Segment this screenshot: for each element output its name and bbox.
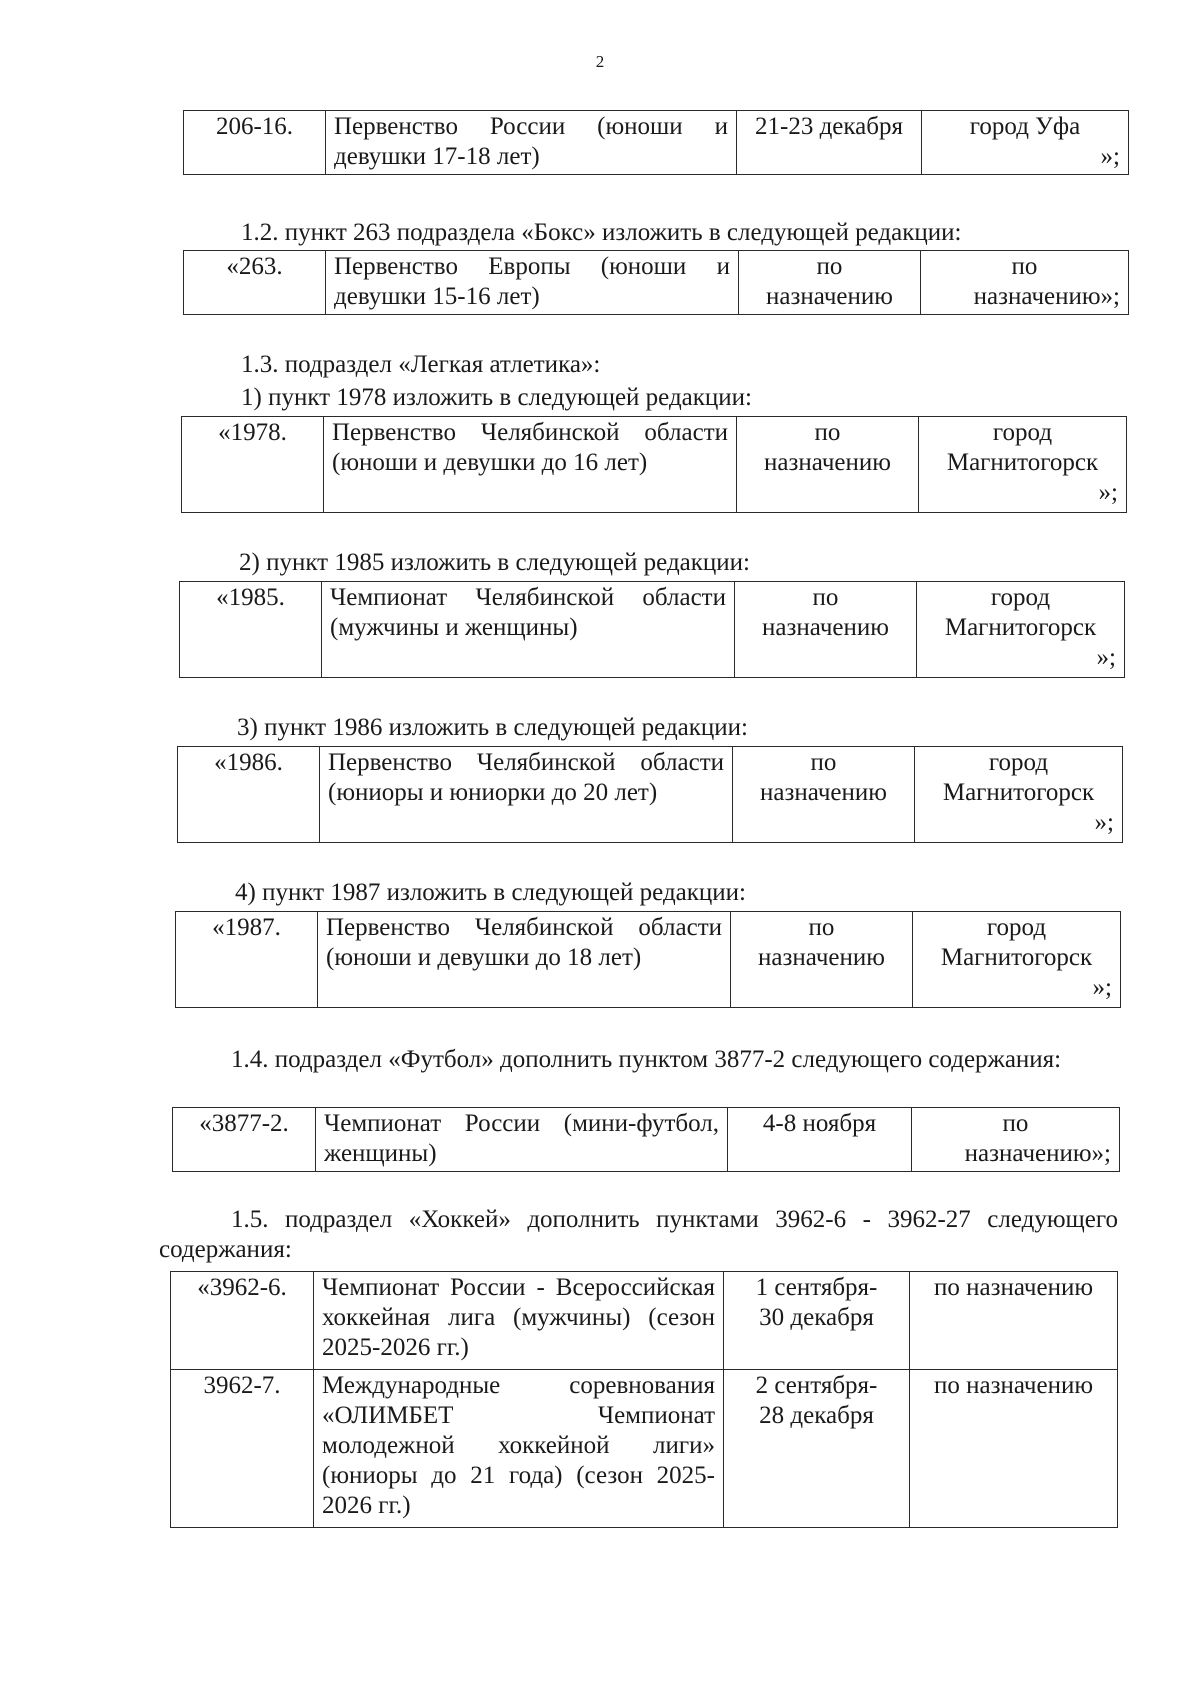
date-line: по xyxy=(816,253,843,280)
item-number: «1985. xyxy=(180,582,322,678)
item-number: 206-16. xyxy=(184,111,326,175)
table-row xyxy=(184,111,1129,175)
place-line: город xyxy=(992,419,1053,446)
table-row xyxy=(182,417,1127,513)
date-line: 1 сентября- xyxy=(755,1274,878,1301)
section-1-4-heading: 1.4. подраздел «Футбол» дополнить пунктом 3877-2 следующего содержания: xyxy=(231,1046,1062,1073)
date-line: по xyxy=(808,914,835,941)
table-row xyxy=(184,251,1129,315)
date-line: назначению xyxy=(760,779,887,806)
competition-date: 4-8 ноября xyxy=(728,1108,912,1172)
competition-date xyxy=(737,417,919,513)
competition-place xyxy=(922,111,1129,175)
competition-name: Международные соревнования «ОЛИМБЕТ Чемпионат молодежной хоккейной лиги» (юниоры до 21 года) (сезон 2025-2026 гг.) xyxy=(314,1370,724,1528)
table-1987 xyxy=(175,911,1121,1008)
place-text: город Уфа xyxy=(969,113,1081,140)
item-1985-instruction: 2) пункт 1985 изложить в следующей редакции: xyxy=(239,549,750,576)
date-line: назначению xyxy=(758,944,885,971)
table-hockey xyxy=(170,1271,1118,1528)
closing-quote: »; xyxy=(1100,143,1120,170)
place-line: Магнитогорск xyxy=(946,449,1099,476)
date-line: по xyxy=(812,584,839,611)
competition-date xyxy=(735,582,917,678)
place-line: город xyxy=(988,749,1049,776)
competition-place xyxy=(921,251,1129,315)
date-line: 28 декабря xyxy=(759,1402,874,1429)
date-line: назначению xyxy=(762,614,889,641)
date-line: по xyxy=(810,749,837,776)
place-line: назначению»; xyxy=(973,283,1120,310)
closing-quote: »; xyxy=(1092,974,1112,1001)
competition-date xyxy=(724,1272,910,1370)
item-1987-instruction: 4) пункт 1987 изложить в следующей редакции: xyxy=(235,879,746,906)
date-line: 2 сентября- xyxy=(755,1372,878,1399)
place-line: город xyxy=(986,914,1047,941)
competition-date xyxy=(724,1370,910,1528)
table-row xyxy=(180,582,1125,678)
table-206-16 xyxy=(183,110,1129,175)
item-number: «1986. xyxy=(178,747,320,843)
table-1986 xyxy=(177,746,1123,843)
competition-name: Первенство Челябинской области (юноши и девушки до 18 лет) xyxy=(318,912,731,1008)
competition-place xyxy=(913,912,1121,1008)
competition-place xyxy=(912,1108,1120,1172)
item-1986-instruction: 3) пункт 1986 изложить в следующей редакции: xyxy=(237,714,748,741)
place-line: Магнитогорск xyxy=(944,614,1097,641)
competition-name: Первенство Европы (юноши и девушки 15-16 лет) xyxy=(326,251,739,315)
competition-name: Первенство России (юноши и девушки 17-18 лет) xyxy=(326,111,737,175)
item-1978-instruction: 1) пункт 1978 изложить в следующей редакции: xyxy=(241,384,752,411)
item-number: «3877-2. xyxy=(173,1108,316,1172)
place-line: Магнитогорск xyxy=(940,944,1093,971)
item-number: «3962-6. xyxy=(171,1272,314,1370)
date-line: назначению xyxy=(764,449,891,476)
item-number: «1978. xyxy=(182,417,324,513)
date-line: 30 декабря xyxy=(759,1304,874,1331)
competition-name: Чемпионат России (мини-футбол, женщины) xyxy=(316,1108,728,1172)
closing-quote: »; xyxy=(1096,644,1116,671)
competition-place xyxy=(919,417,1127,513)
section-1-5-heading: 1.5. подраздел «Хоккей» дополнить пунктами 3962-6 - 3962-27 следующего содержания: xyxy=(159,1206,1118,1263)
table-row xyxy=(173,1108,1120,1172)
table-row xyxy=(176,912,1121,1008)
competition-name: Чемпионат Челябинской области (мужчины и женщины) xyxy=(322,582,735,678)
page-number: 2 xyxy=(595,52,605,71)
table-row xyxy=(171,1272,1118,1370)
place-line: по xyxy=(1002,1110,1029,1137)
place-line: город xyxy=(990,584,1051,611)
item-number: «263. xyxy=(184,251,326,315)
section-1-2-heading: 1.2. пункт 263 подраздела «Бокс» изложить в следующей редакции: xyxy=(241,219,962,246)
table-263 xyxy=(183,250,1129,315)
competition-date xyxy=(739,251,921,315)
section-1-3-heading: 1.3. подраздел «Легкая атлетика»: xyxy=(241,351,601,378)
table-row xyxy=(171,1370,1118,1528)
table-1985 xyxy=(179,581,1125,678)
competition-place: по назначению xyxy=(910,1272,1118,1370)
place-line: Магнитогорск xyxy=(942,779,1095,806)
place-line: по xyxy=(1011,253,1038,280)
competition-name: Первенство Челябинской области (юниоры и юниорки до 20 лет) xyxy=(320,747,733,843)
competition-name: Чемпионат России - Всероссийская хоккейная лига (мужчины) (сезон 2025-2026 гг.) xyxy=(314,1272,724,1370)
closing-quote: »; xyxy=(1098,479,1118,506)
place-line: назначению»; xyxy=(964,1140,1111,1167)
date-line: по xyxy=(814,419,841,446)
item-number: 3962-7. xyxy=(171,1370,314,1528)
competition-place xyxy=(917,582,1125,678)
date-line: назначению xyxy=(766,283,893,310)
competition-place: по назначению xyxy=(910,1370,1118,1528)
competition-date xyxy=(731,912,913,1008)
item-number: «1987. xyxy=(176,912,318,1008)
table-3877-2 xyxy=(172,1107,1120,1172)
table-1978 xyxy=(181,416,1127,513)
competition-date: 21-23 декабря xyxy=(737,111,922,175)
competition-place xyxy=(915,747,1123,843)
competition-name: Первенство Челябинской области (юноши и девушки до 16 лет) xyxy=(324,417,737,513)
competition-date xyxy=(733,747,915,843)
closing-quote: »; xyxy=(1094,809,1114,836)
table-row xyxy=(178,747,1123,843)
